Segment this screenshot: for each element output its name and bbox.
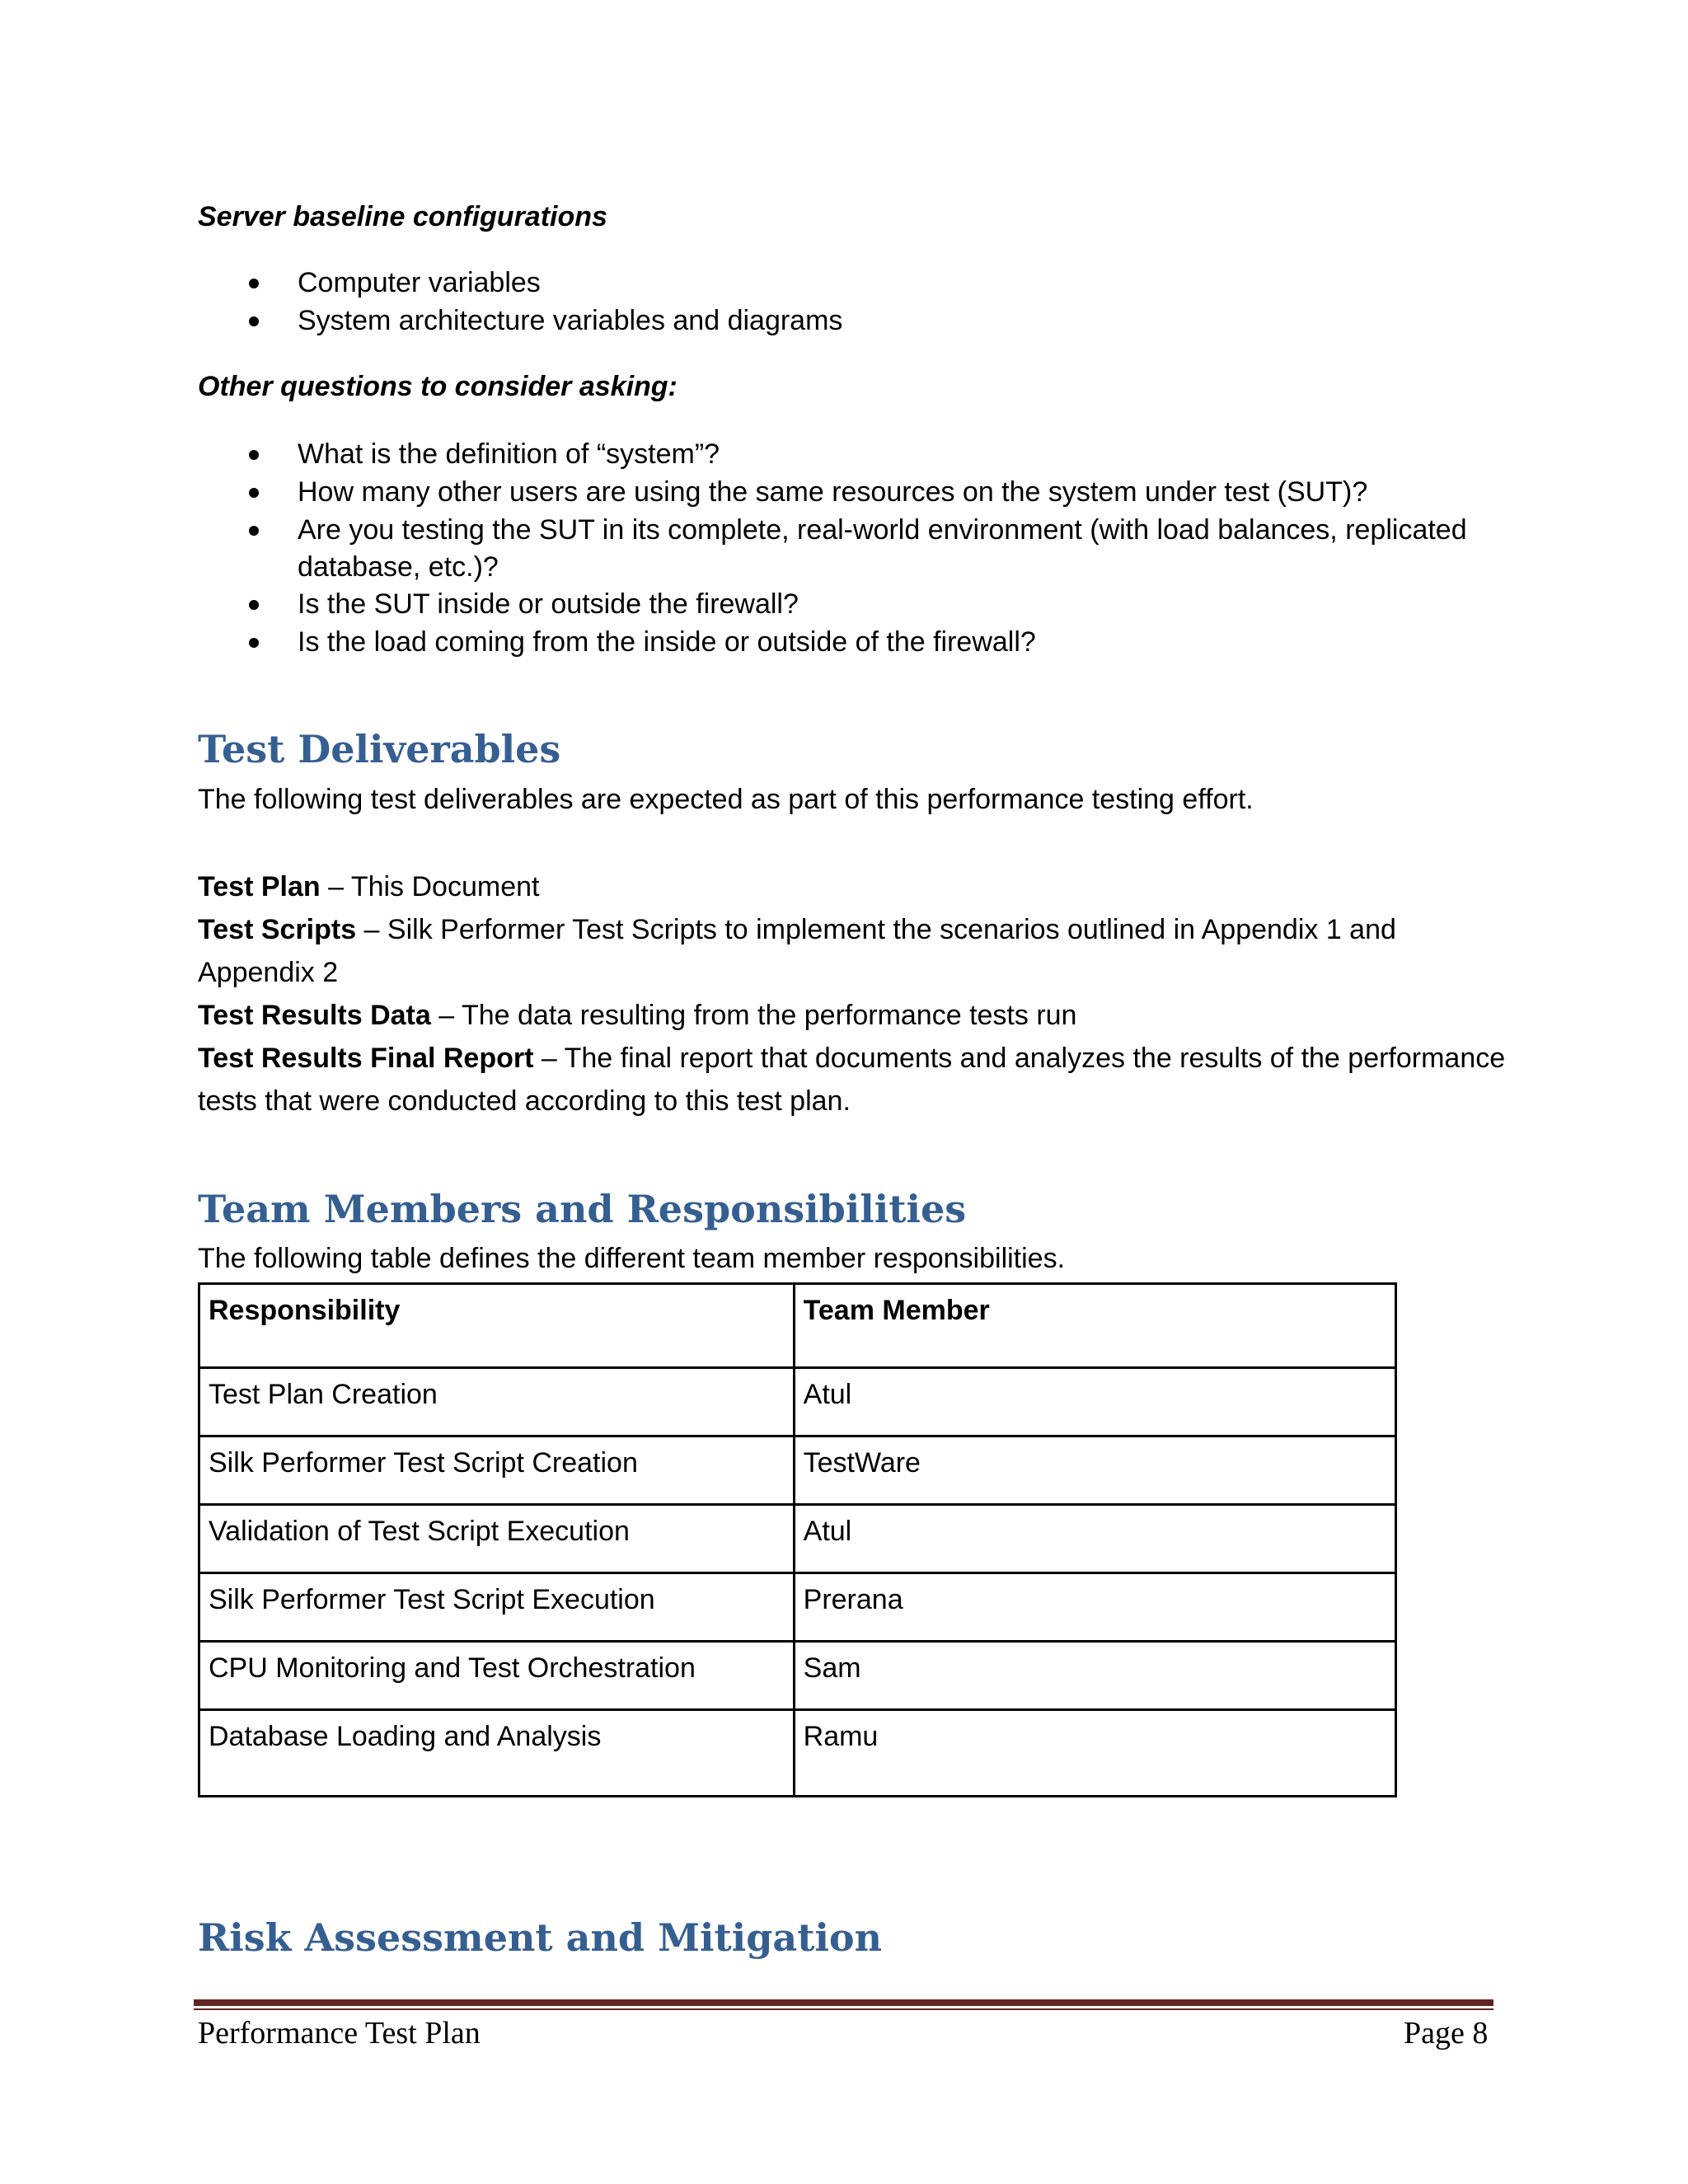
baseline-heading: Server baseline configurations [198, 201, 607, 232]
list-item: Computer variables [198, 264, 842, 302]
deliverables-heading: Test Deliverables [198, 727, 561, 771]
cell-team-member: Ramu [794, 1710, 1395, 1797]
deliverable-item-continuation: Appendix 2 [198, 957, 339, 988]
questions-heading: Other questions to consider asking: [198, 371, 678, 402]
deliverables-intro: The following test deliverables are expected as part of this performance testing effort. [198, 784, 1254, 815]
cell-team-member: Atul [794, 1505, 1395, 1573]
footer-divider [194, 1999, 1493, 2006]
bullet-icon [249, 526, 259, 536]
table-row [199, 1436, 1396, 1505]
deliverable-item: Test Results Final Report – The final report that documents and analyzes the results of the performance [198, 1043, 1506, 1074]
cell-responsibility: Test Plan Creation [199, 1368, 795, 1436]
footer-title: Performance Test Plan [198, 2016, 481, 2050]
cell-responsibility: Validation of Test Script Execution [199, 1505, 795, 1573]
cell-responsibility: Silk Performer Test Script Creation [199, 1436, 795, 1505]
bullet-icon [249, 279, 259, 288]
bullet-icon [249, 316, 259, 326]
list-item: How many other users are using the same resources on the system under test (SUT)? [198, 473, 1467, 511]
deliverables-list [198, 865, 1505, 1122]
cell-team-member: Sam [794, 1642, 1395, 1710]
column-header-team-member: Team Member [794, 1284, 1395, 1368]
table-row [199, 1710, 1396, 1797]
table-row [199, 1368, 1396, 1436]
bullet-icon [249, 450, 259, 460]
team-intro: The following table defines the different team member responsibilities. [198, 1243, 1066, 1274]
risk-heading: Risk Assessment and Mitigation [198, 1915, 883, 1960]
list-item: What is the definition of “system”? [198, 435, 1467, 473]
deliverable-item: Test Results Data – The data resulting from the performance tests run [198, 1000, 1077, 1031]
footer-divider-thin [194, 2008, 1493, 2010]
cell-team-member: Prerana [794, 1573, 1395, 1642]
table-row [199, 1642, 1396, 1710]
deliverable-item-continuation: tests that were conducted according to this test plan. [198, 1085, 851, 1117]
deliverable-item: Test Plan – This Document [198, 871, 540, 902]
footer-page-number: Page 8 [1404, 2016, 1489, 2050]
table-row [199, 1505, 1396, 1573]
deliverable-item: Test Scripts – Silk Performer Test Scripts to implement the scenarios outlined in Appendix 1 and [198, 914, 1396, 945]
bullet-icon [249, 638, 259, 648]
cell-responsibility: Silk Performer Test Script Execution [199, 1573, 795, 1642]
cell-team-member: TestWare [794, 1436, 1395, 1505]
table-header-row [199, 1284, 1396, 1368]
team-heading: Team Members and Responsibilities [198, 1187, 967, 1231]
list-item: Is the load coming from the inside or outside of the firewall? [198, 623, 1467, 661]
cell-team-member: Atul [794, 1368, 1395, 1436]
baseline-list [198, 264, 842, 340]
cell-responsibility: CPU Monitoring and Test Orchestration [199, 1642, 795, 1710]
responsibilities-table [198, 1282, 1397, 1797]
table-row [199, 1573, 1396, 1642]
list-item-continuation: database, etc.)? [298, 551, 499, 583]
bullet-icon [249, 488, 259, 498]
list-item: Is the SUT inside or outside the firewall? [198, 585, 1467, 623]
column-header-responsibility: Responsibility [199, 1284, 795, 1368]
list-item: Are you testing the SUT in its complete, real-world environment (with load balances, replicated [198, 511, 1467, 549]
cell-responsibility: Database Loading and Analysis [199, 1710, 795, 1797]
bullet-icon [249, 600, 259, 610]
questions-list [198, 435, 1467, 661]
list-item: System architecture variables and diagrams [198, 302, 842, 340]
